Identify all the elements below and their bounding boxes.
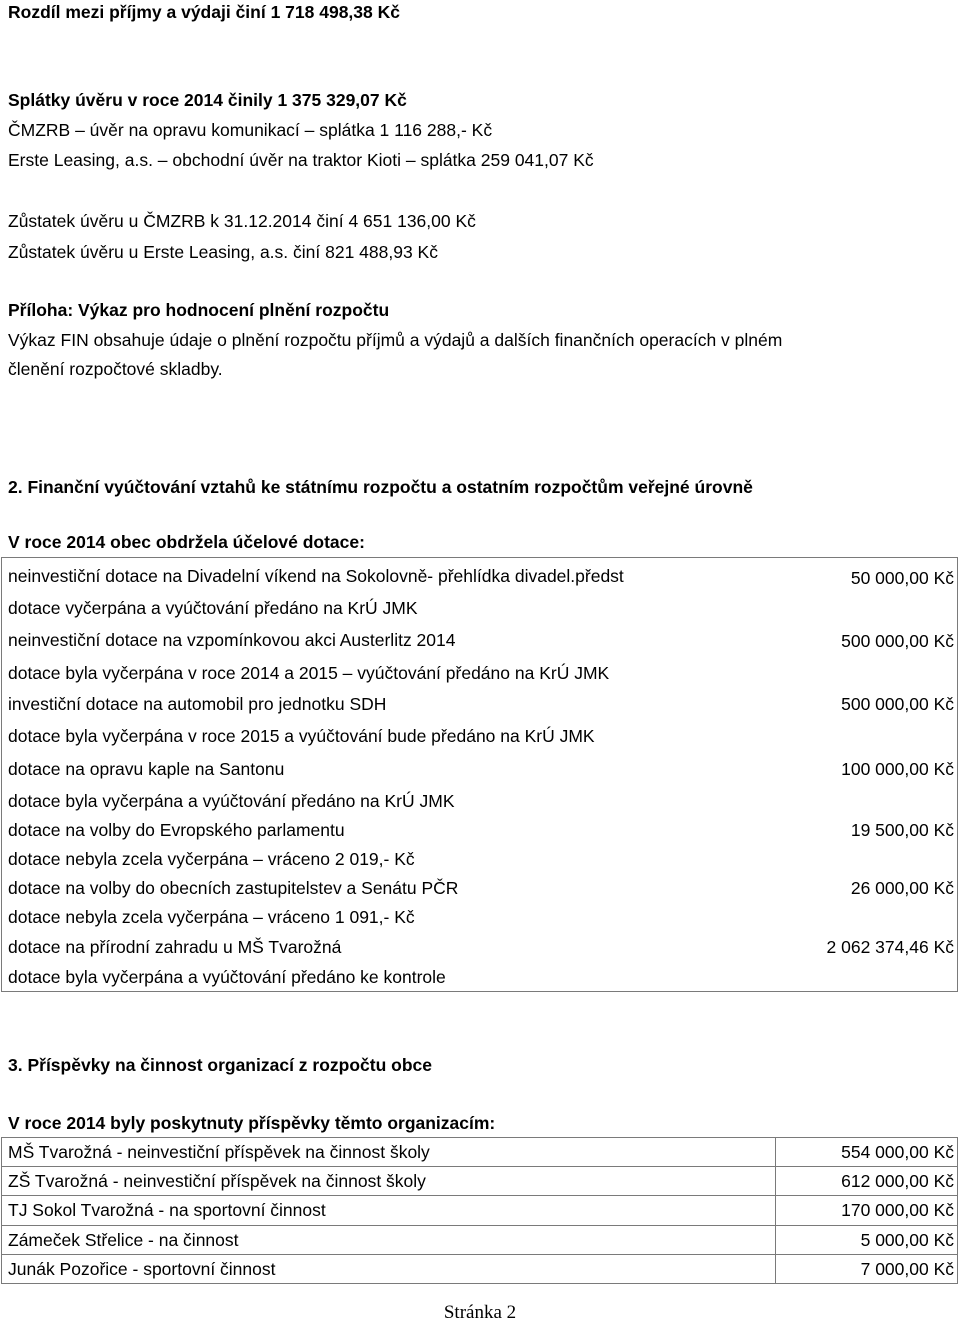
- contribution-row-desc: Zámeček Střelice - na činnost: [8, 1230, 239, 1250]
- subsidy-row-amount: 50 000,00 Kč: [850, 568, 954, 588]
- contribution-row-amount: 170 000,00 Kč: [841, 1200, 954, 1220]
- subsidy-row-note: dotace nebyla zcela vyčerpána – vráceno 1 091,- Kč: [8, 907, 415, 927]
- contribution-row-desc: MŠ Tvarožná - neinvestiční příspěvek na činnost školy: [8, 1142, 430, 1162]
- contribution-row-desc: Junák Pozořice - sportovní činnost: [8, 1259, 276, 1279]
- subsidy-row-desc: neinvestiční dotace na Divadelní víkend na Sokolovně- přehlídka divadel.předst: [8, 566, 624, 586]
- contribution-row-amount: 612 000,00 Kč: [841, 1171, 954, 1191]
- difference-heading: Rozdíl mezi příjmy a výdaji činí 1 718 498,38 Kč: [8, 2, 400, 22]
- contributions-table-column-divider: [775, 1137, 776, 1284]
- subsidy-row-desc: dotace na opravu kaple na Santonu: [8, 759, 285, 779]
- loan-line-erste: Erste Leasing, a.s. – obchodní úvěr na traktor Kioti – splátka 259 041,07 Kč: [8, 150, 594, 170]
- subsidy-row-note: dotace vyčerpána a vyúčtování předáno na KrÚ JMK: [8, 598, 418, 618]
- subsidy-row-note: dotace byla vyčerpána v roce 2015 a vyúčtování bude předáno na KrÚ JMK: [8, 726, 595, 746]
- page-number: Stránka 2: [443, 1302, 517, 1323]
- subsidy-row-amount: 26 000,00 Kč: [850, 878, 954, 898]
- balance-line-erste: Zůstatek úvěru u Erste Leasing, a.s. činí 821 488,93 Kč: [8, 242, 438, 262]
- contribution-row-amount: 5 000,00 Kč: [860, 1230, 954, 1250]
- subsidy-row-amount: 500 000,00 Kč: [841, 631, 954, 651]
- contributions-table-row-divider: [1, 1254, 958, 1255]
- section-3-heading: 3. Příspěvky na činnost organizací z rozpočtu obce: [8, 1055, 432, 1075]
- loan-line-cmzrb: ČMZRB – úvěr na opravu komunikací – splátka 1 116 288,- Kč: [8, 120, 493, 140]
- attachment-text-line-1: Výkaz FIN obsahuje údaje o plnění rozpočtu příjmů a výdajů a dalších finančních operacích v plném: [8, 330, 783, 350]
- subsidy-row-amount: 19 500,00 Kč: [850, 820, 954, 840]
- contribution-row-amount: 7 000,00 Kč: [860, 1259, 954, 1279]
- subsidy-row-desc: investiční dotace na automobil pro jednotku SDH: [8, 694, 387, 714]
- subsidy-row-desc: dotace na volby do Evropského parlamentu: [8, 820, 345, 840]
- attachment-text-line-2: členění rozpočtové skladby.: [8, 359, 223, 379]
- contributions-table-row-divider: [1, 1225, 958, 1226]
- subsidy-row-note: dotace byla vyčerpána v roce 2014 a 2015 – vyúčtování předáno na KrÚ JMK: [8, 663, 610, 683]
- subsidy-row-desc: dotace na volby do obecních zastupitelstev a Senátu PČR: [8, 878, 459, 898]
- subsidy-row-note: dotace byla vyčerpána a vyúčtování předáno na KrÚ JMK: [8, 791, 455, 811]
- contribution-row-desc: ZŠ Tvarožná - neinvestiční příspěvek na činnost školy: [8, 1171, 426, 1191]
- subsidy-row-amount: 100 000,00 Kč: [841, 759, 954, 779]
- contribution-row-amount: 554 000,00 Kč: [841, 1142, 954, 1162]
- contributions-table-row-divider: [1, 1195, 958, 1196]
- contribution-row-desc: TJ Sokol Tvarožná - na sportovní činnost: [8, 1200, 326, 1220]
- section-2-subheading: V roce 2014 obec obdržela účelové dotace:: [8, 532, 365, 552]
- section-3-subheading: V roce 2014 byly poskytnuty příspěvky těmto organizacím:: [8, 1113, 496, 1133]
- subsidy-row-amount: 500 000,00 Kč: [841, 694, 954, 714]
- subsidy-row-desc: neinvestiční dotace na vzpomínkovou akci Austerlitz 2014: [8, 630, 456, 650]
- balance-line-cmzrb: Zůstatek úvěru u ČMZRB k 31.12.2014 činí 4 651 136,00 Kč: [8, 211, 476, 231]
- loans-heading: Splátky úvěru v roce 2014 činily 1 375 329,07 Kč: [8, 90, 407, 110]
- section-2-heading: 2. Finanční vyúčtování vztahů ke státnímu rozpočtu a ostatním rozpočtům veřejné úrovně: [8, 477, 753, 497]
- contributions-table-row-divider: [1, 1166, 958, 1167]
- subsidy-row-desc: dotace na přírodní zahradu u MŠ Tvarožná: [8, 937, 342, 957]
- attachment-heading: Příloha: Výkaz pro hodnocení plnění rozpočtu: [8, 300, 390, 320]
- subsidy-row-amount: 2 062 374,46 Kč: [826, 937, 954, 957]
- subsidy-row-note: dotace nebyla zcela vyčerpána – vráceno 2 019,- Kč: [8, 849, 415, 869]
- subsidy-row-note: dotace byla vyčerpána a vyúčtování předáno ke kontrole: [8, 967, 446, 987]
